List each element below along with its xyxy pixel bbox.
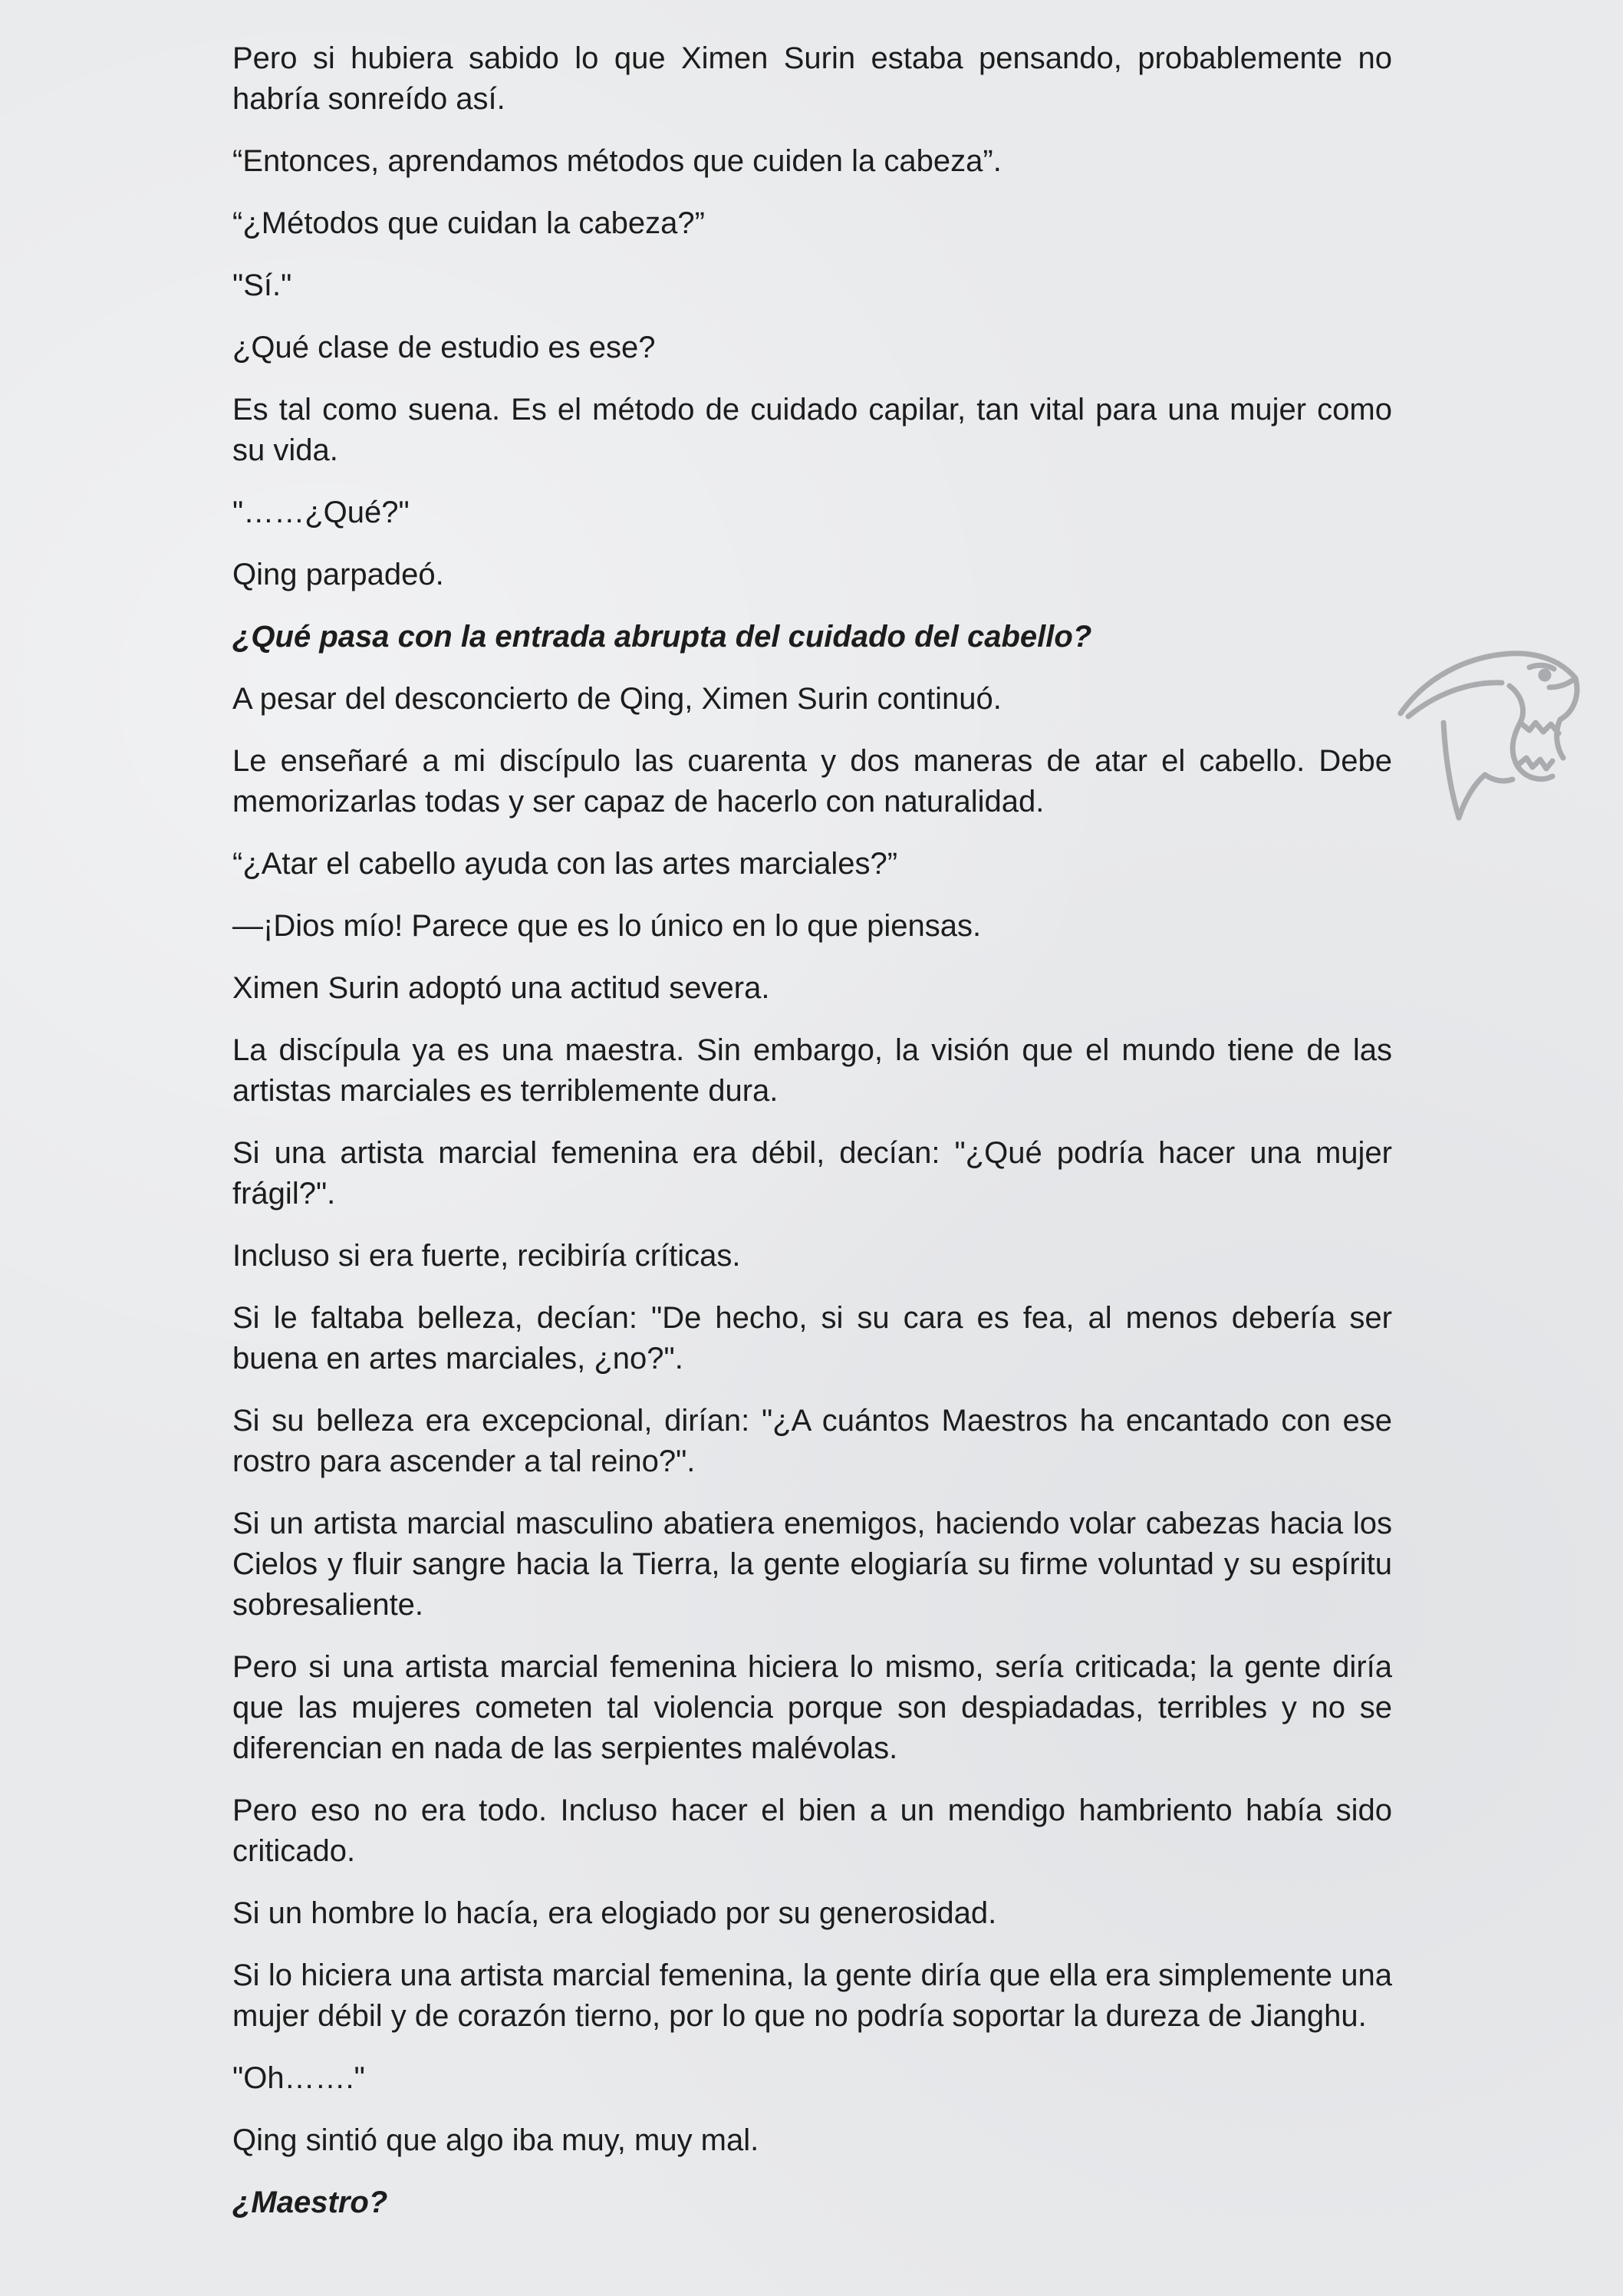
paragraph: Le enseñaré a mi discípulo las cuarenta y dos maneras de atar el cabello. Debe memorizarlas todas y ser capaz de hacerlo con naturalidad. bbox=[232, 744, 1392, 819]
paragraph: "Sí." bbox=[232, 268, 292, 302]
paragraph: Ximen Surin adoptó una actitud severa. bbox=[232, 971, 770, 1005]
paragraph: —¡Dios mío! Parece que es lo único en lo que piensas. bbox=[232, 909, 982, 943]
emphasized-paragraph: ¿Maestro? bbox=[232, 2186, 388, 2219]
paragraph: Pero si hubiera sabido lo que Ximen Surin estaba pensando, probablemente no habría sonreído así. bbox=[232, 41, 1392, 116]
paragraph: Es tal como suena. Es el método de cuidado capilar, tan vital para una mujer como su vida. bbox=[232, 393, 1392, 467]
paragraph: Si su belleza era excepcional, dirían: "¿A cuántos Maestros ha encantado con ese rostro para ascender a tal reino?". bbox=[232, 1404, 1392, 1478]
paragraph: "Oh……." bbox=[232, 2061, 365, 2095]
paragraph: Qing parpadeó. bbox=[232, 558, 444, 591]
paragraph: “¿Métodos que cuidan la cabeza?” bbox=[232, 206, 705, 240]
paragraph: Pero eso no era todo. Incluso hacer el bien a un mendigo hambriento había sido criticado. bbox=[232, 1794, 1392, 1868]
paragraph: Si un hombre lo hacía, era elogiado por su generosidad. bbox=[232, 1896, 997, 1930]
dinosaur-head-icon bbox=[1394, 631, 1586, 830]
paragraph: Si lo hiciera una artista marcial femenina, la gente diría que ella era simplemente una mujer débil y de corazón tierno, por lo que no podría soportar la dureza de Jianghu. bbox=[232, 1958, 1392, 2033]
watermark-logo bbox=[1394, 631, 1586, 830]
paragraph: Incluso si era fuerte, recibiría críticas. bbox=[232, 1239, 741, 1273]
emphasized-paragraph: ¿Qué pasa con la entrada abrupta del cuidado del cabello? bbox=[232, 620, 1092, 654]
paragraph: Qing sintió que algo iba muy, muy mal. bbox=[232, 2123, 759, 2157]
document-body bbox=[232, 38, 1392, 2245]
paragraph: Si un artista marcial masculino abatiera enemigos, haciendo volar cabezas hacia los Cielos y fluir sangre hacia la Tierra, la gente elogiaría su firme voluntad y su espíritu sobresaliente. bbox=[232, 1507, 1392, 1622]
paragraph: “¿Atar el cabello ayuda con las artes marciales?” bbox=[232, 847, 898, 881]
paragraph: Si una artista marcial femenina era débil, decían: "¿Qué podría hacer una mujer frágil?". bbox=[232, 1136, 1392, 1211]
paragraph: “Entonces, aprendamos métodos que cuiden la cabeza”. bbox=[232, 144, 1002, 178]
paragraph: "……¿Qué?" bbox=[232, 496, 410, 529]
paragraph: La discípula ya es una maestra. Sin embargo, la visión que el mundo tiene de las artistas marciales es terriblemente dura. bbox=[232, 1033, 1392, 1108]
paragraph: ¿Qué clase de estudio es ese? bbox=[232, 331, 656, 364]
paragraph: Si le faltaba belleza, decían: "De hecho, si su cara es fea, al menos debería ser buena en artes marciales, ¿no?". bbox=[232, 1301, 1392, 1375]
paragraph: Pero si una artista marcial femenina hiciera lo mismo, sería criticada; la gente diría que las mujeres cometen tal violencia porque son despiadadas, terribles y no se diferencian en nada de las serpientes malévolas. bbox=[232, 1650, 1392, 1765]
paragraph: A pesar del desconcierto de Qing, Ximen Surin continuó. bbox=[232, 682, 1002, 716]
